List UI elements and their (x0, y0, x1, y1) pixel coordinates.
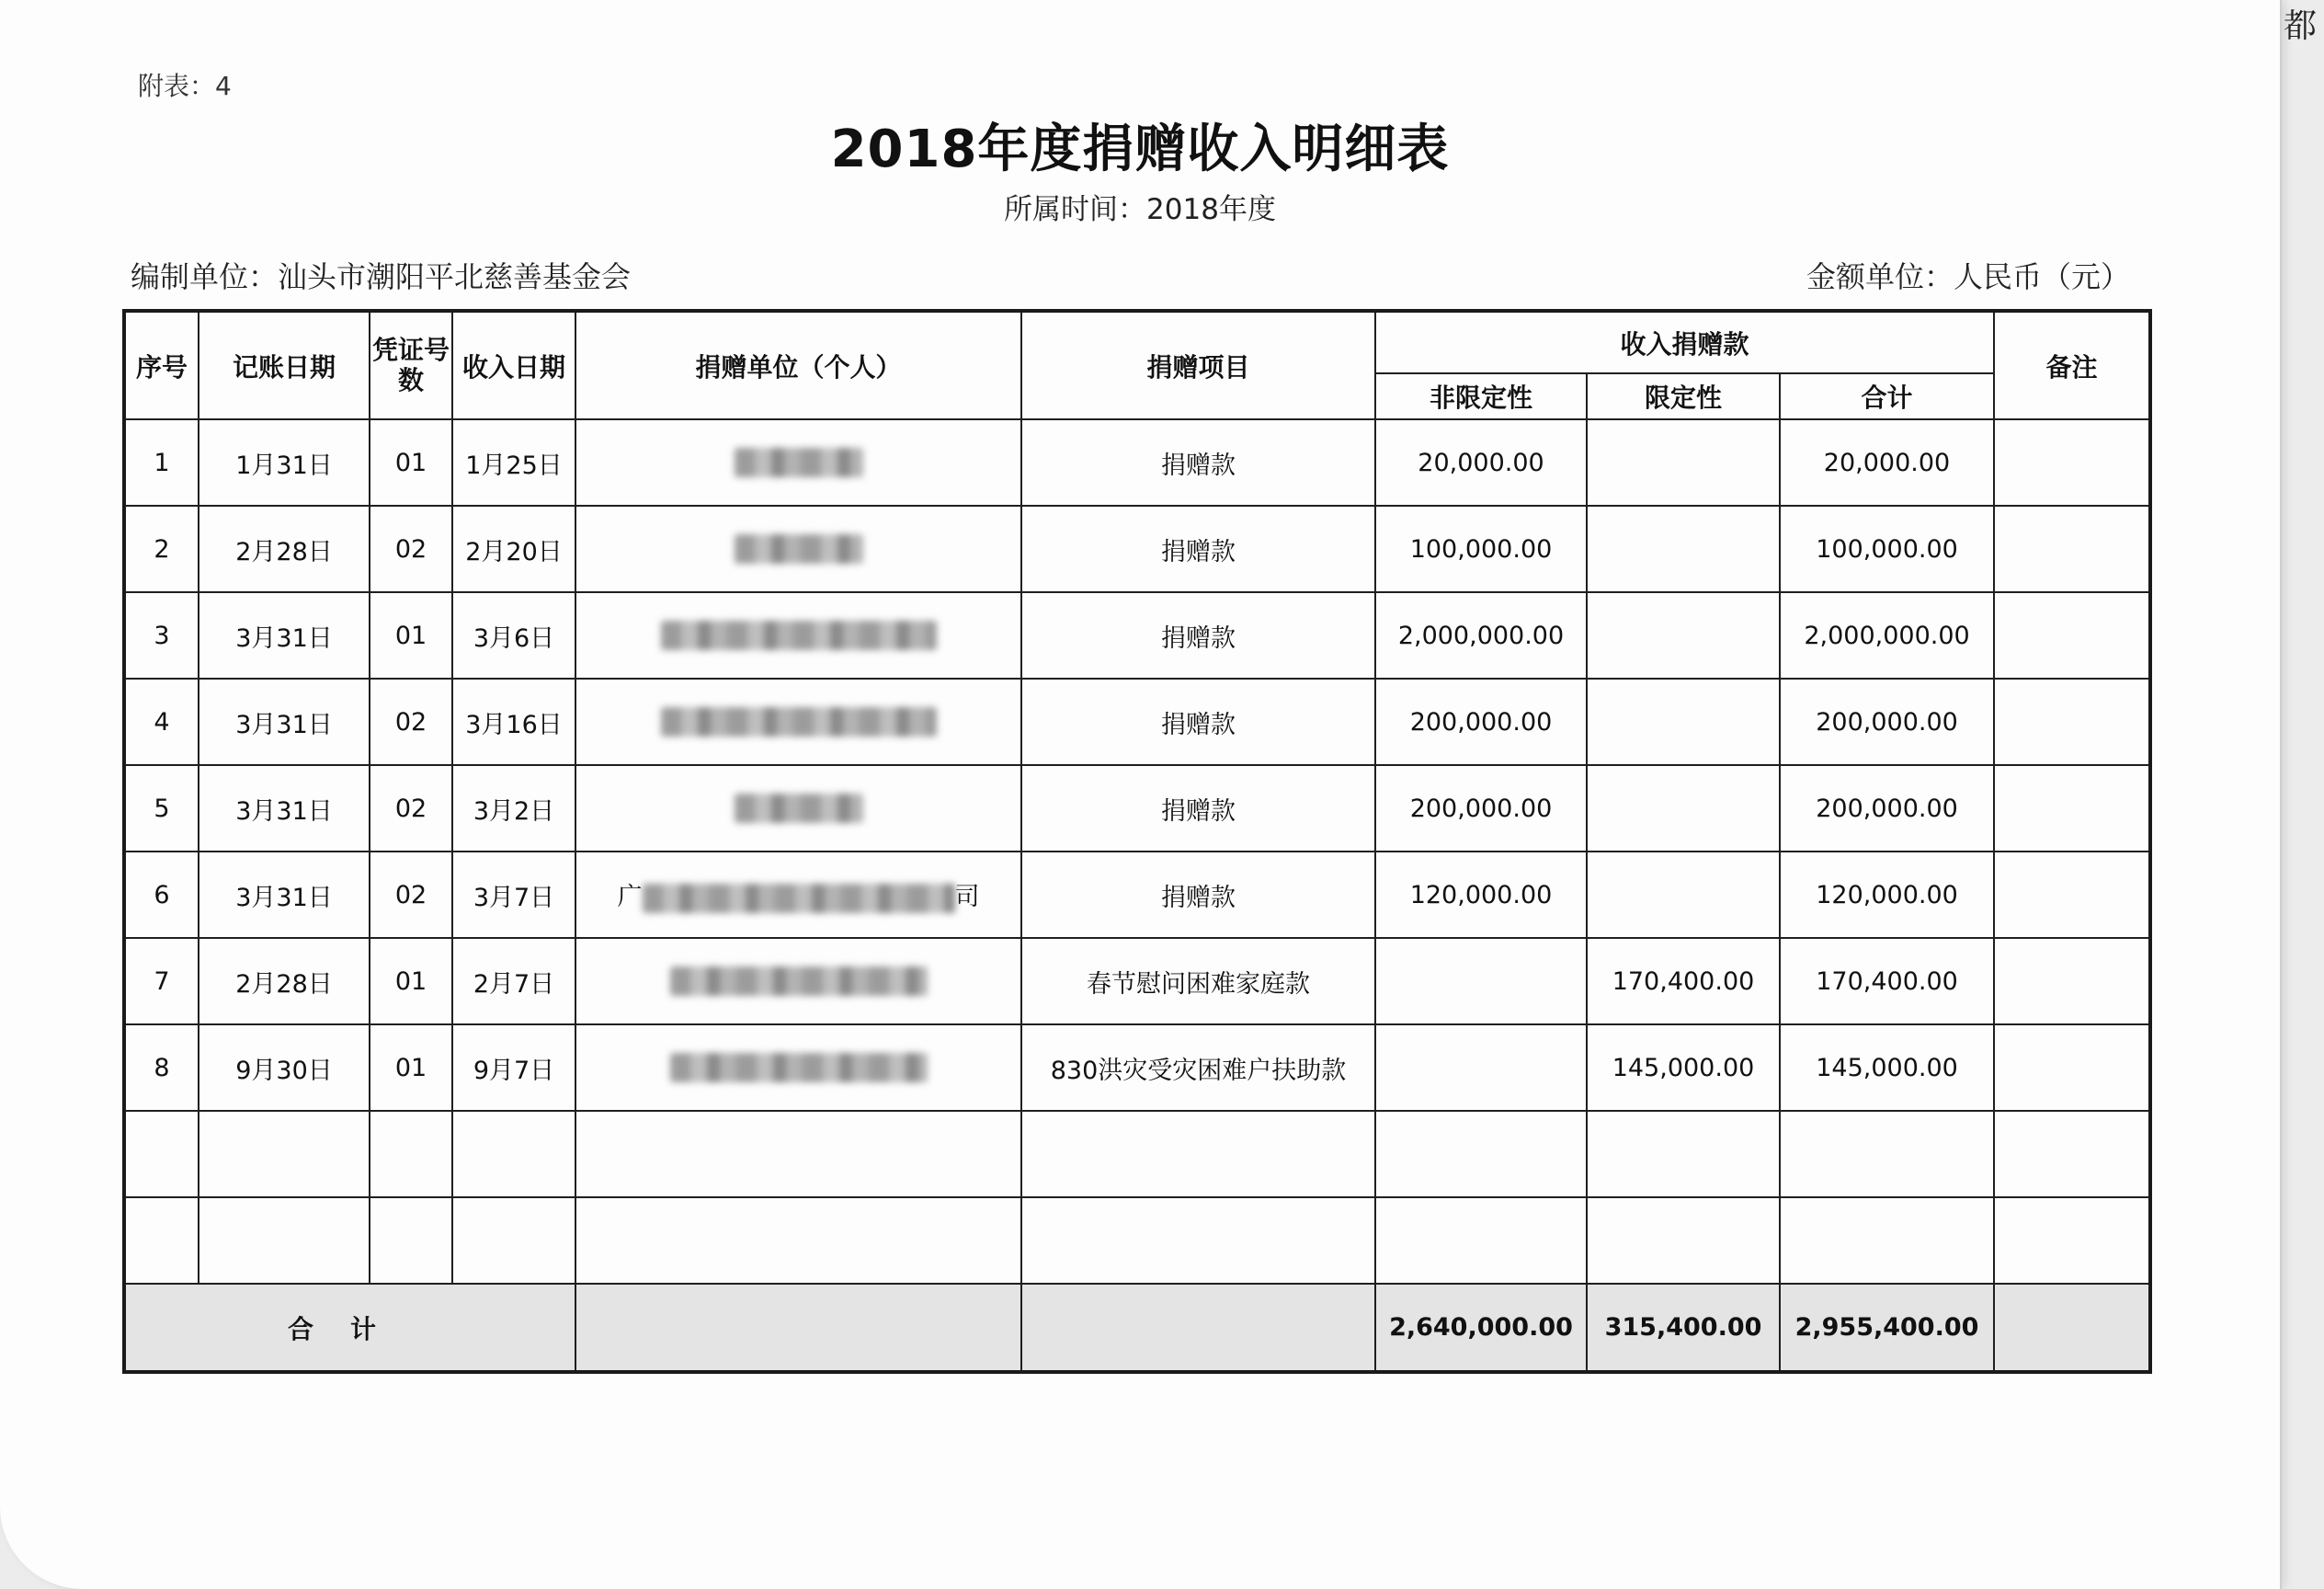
preparing-organization: 编制单位：汕头市潮阳平北慈善基金会 (131, 259, 632, 294)
cell-total: 200,000.00 (1780, 679, 1994, 765)
table-row (124, 592, 2150, 679)
table-row (124, 1024, 2150, 1111)
redaction-blur (643, 884, 955, 913)
empty-row (124, 1111, 2150, 1197)
cell-total: 2,000,000.00 (1780, 592, 1994, 679)
redaction-blur (670, 1053, 928, 1082)
cell-post-date: 9月30日 (199, 1024, 370, 1111)
cell-restricted (1587, 419, 1780, 506)
cell-unrestricted: 200,000.00 (1375, 765, 1587, 852)
cell-project: 春节慰问困难家庭款 (1021, 938, 1375, 1024)
cell-total: 100,000.00 (1780, 506, 1994, 592)
cell-total: 200,000.00 (1780, 765, 1994, 852)
cell-post-date: 1月31日 (199, 419, 370, 506)
cell-unrestricted (1375, 1024, 1587, 1111)
header-remarks: 备注 (1994, 311, 2150, 419)
cell-project: 捐赠款 (1021, 852, 1375, 938)
cell-donor-redacted (575, 592, 1021, 679)
empty-cell (575, 1197, 1021, 1284)
header-income-group: 收入捐赠款 (1375, 311, 1994, 373)
cell-restricted (1587, 852, 1780, 938)
cell-post-date: 2月28日 (199, 938, 370, 1024)
cell-unrestricted: 100,000.00 (1375, 506, 1587, 592)
cell-voucher: 01 (370, 938, 452, 1024)
cell-unrestricted: 2,000,000.00 (1375, 592, 1587, 679)
cell-remarks (1994, 679, 2150, 765)
empty-cell (1780, 1111, 1994, 1197)
total-row (124, 1284, 2150, 1372)
empty-cell (199, 1111, 370, 1197)
header-subtotal: 合计 (1780, 373, 1994, 419)
cell-total: 120,000.00 (1780, 852, 1994, 938)
cell-remarks (1994, 506, 2150, 592)
edge-handwriting-fragment: 都 (2284, 7, 2318, 45)
empty-row (124, 1197, 2150, 1284)
cell-seq: 5 (124, 765, 199, 852)
cell-post-date: 2月28日 (199, 506, 370, 592)
cell-donor-redacted (575, 679, 1021, 765)
redaction-blur (661, 621, 937, 650)
redaction-blur (735, 448, 863, 477)
cell-voucher: 02 (370, 852, 452, 938)
cell-post-date: 3月31日 (199, 765, 370, 852)
cell-income-date: 3月16日 (452, 679, 575, 765)
cell-seq: 7 (124, 938, 199, 1024)
table-row (124, 679, 2150, 765)
empty-cell (1021, 1111, 1375, 1197)
table-row (124, 419, 2150, 506)
cell-unrestricted: 200,000.00 (1375, 679, 1587, 765)
cell-restricted: 145,000.00 (1587, 1024, 1780, 1111)
cell-donor-redacted (575, 765, 1021, 852)
table-row (124, 852, 2150, 938)
cell-remarks (1994, 938, 2150, 1024)
cell-seq: 3 (124, 592, 199, 679)
cell-total: 145,000.00 (1780, 1024, 1994, 1111)
cell-restricted (1587, 679, 1780, 765)
cell-post-date: 3月31日 (199, 852, 370, 938)
empty-cell (1994, 1197, 2150, 1284)
page-title: 2018年度捐赠收入明细表 (830, 120, 1450, 179)
cell-income-date: 3月6日 (452, 592, 575, 679)
total-remarks-empty (1994, 1284, 2150, 1372)
cell-remarks (1994, 852, 2150, 938)
cell-donor-redacted (575, 1024, 1021, 1111)
empty-cell (1021, 1197, 1375, 1284)
cell-project: 捐赠款 (1021, 765, 1375, 852)
cell-project: 捐赠款 (1021, 506, 1375, 592)
header-donor: 捐赠单位（个人） (575, 311, 1021, 419)
total-donor-empty (575, 1284, 1021, 1372)
cell-income-date: 3月2日 (452, 765, 575, 852)
cell-remarks (1994, 1024, 2150, 1111)
cell-unrestricted (1375, 938, 1587, 1024)
attachment-label: 附表：4 (138, 71, 232, 101)
header-restricted: 限定性 (1587, 373, 1780, 419)
cell-remarks (1994, 592, 2150, 679)
cell-total: 20,000.00 (1780, 419, 1994, 506)
table-row (124, 938, 2150, 1024)
header-post-date: 记账日期 (199, 311, 370, 419)
cell-income-date: 2月20日 (452, 506, 575, 592)
total-label: 合计 (124, 1284, 575, 1372)
cell-income-date: 9月7日 (452, 1024, 575, 1111)
cell-donor-redacted (575, 938, 1021, 1024)
empty-cell (124, 1111, 199, 1197)
header-project: 捐赠项目 (1021, 311, 1375, 419)
total-unrestricted: 2,640,000.00 (1375, 1284, 1587, 1372)
empty-cell (452, 1197, 575, 1284)
cell-restricted (1587, 765, 1780, 852)
cell-income-date: 1月25日 (452, 419, 575, 506)
cell-donor-redacted (575, 419, 1021, 506)
empty-cell (452, 1111, 575, 1197)
cell-voucher: 02 (370, 506, 452, 592)
donation-income-table (122, 309, 2152, 1374)
cell-seq: 4 (124, 679, 199, 765)
donor-suffix: 司 (954, 883, 980, 912)
cell-voucher: 01 (370, 419, 452, 506)
cell-project: 830洪灾受灾困难户扶助款 (1021, 1024, 1375, 1111)
cell-restricted (1587, 506, 1780, 592)
cell-voucher: 01 (370, 592, 452, 679)
cell-voucher: 01 (370, 1024, 452, 1111)
empty-cell (1780, 1197, 1994, 1284)
redaction-blur (735, 794, 863, 823)
cell-seq: 2 (124, 506, 199, 592)
cell-remarks (1994, 765, 2150, 852)
empty-cell (370, 1197, 452, 1284)
donor-prefix: 广 (617, 883, 643, 912)
cell-post-date: 3月31日 (199, 592, 370, 679)
cell-project: 捐赠款 (1021, 419, 1375, 506)
cell-project: 捐赠款 (1021, 679, 1375, 765)
cell-project: 捐赠款 (1021, 592, 1375, 679)
header-voucher: 凭证号数 (370, 311, 452, 419)
table-row (124, 506, 2150, 592)
empty-cell (1375, 1197, 1587, 1284)
empty-cell (124, 1197, 199, 1284)
empty-cell (199, 1197, 370, 1284)
redaction-blur (735, 534, 863, 564)
empty-cell (1375, 1111, 1587, 1197)
cell-total: 170,400.00 (1780, 938, 1994, 1024)
cell-restricted (1587, 592, 1780, 679)
currency-unit: 金额单位：人民币（元） (1806, 259, 2130, 294)
cell-unrestricted: 120,000.00 (1375, 852, 1587, 938)
cell-donor-redacted (575, 506, 1021, 592)
table-row (124, 765, 2150, 852)
period-subtitle: 所属时间：2018年度 (1004, 193, 1276, 226)
empty-cell (1994, 1111, 2150, 1197)
header-income-date: 收入日期 (452, 311, 575, 419)
cell-income-date: 3月7日 (452, 852, 575, 938)
cell-restricted: 170,400.00 (1587, 938, 1780, 1024)
cell-unrestricted: 20,000.00 (1375, 419, 1587, 506)
empty-cell (575, 1111, 1021, 1197)
cell-seq: 6 (124, 852, 199, 938)
cell-income-date: 2月7日 (452, 938, 575, 1024)
cell-seq: 8 (124, 1024, 199, 1111)
empty-cell (1587, 1197, 1780, 1284)
total-project-empty (1021, 1284, 1375, 1372)
redaction-blur (670, 966, 928, 996)
total-restricted: 315,400.00 (1587, 1284, 1780, 1372)
redaction-blur (661, 707, 937, 737)
cell-post-date: 3月31日 (199, 679, 370, 765)
cell-remarks (1994, 419, 2150, 506)
cell-voucher: 02 (370, 679, 452, 765)
cell-voucher: 02 (370, 765, 452, 852)
total-sum: 2,955,400.00 (1780, 1284, 1994, 1372)
cell-donor-redacted (575, 852, 1021, 938)
empty-cell (370, 1111, 452, 1197)
cell-seq: 1 (124, 419, 199, 506)
empty-cell (1587, 1111, 1780, 1197)
header-seq: 序号 (124, 311, 199, 419)
header-unrestricted: 非限定性 (1375, 373, 1587, 419)
